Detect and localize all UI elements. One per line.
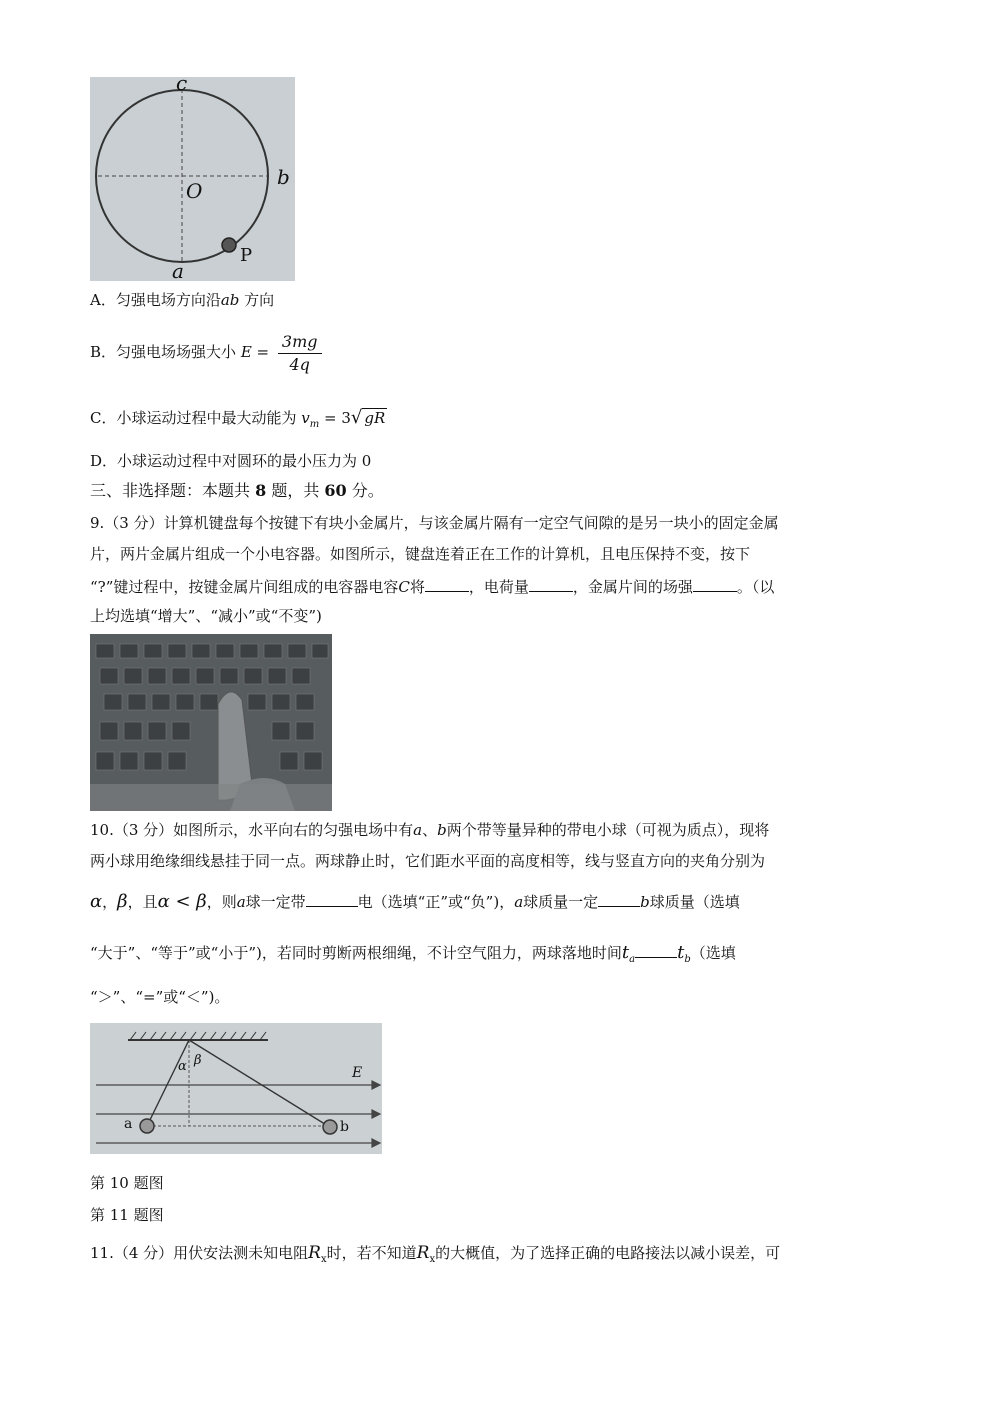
answer-blank[interactable] [425,576,469,592]
section-text-1: 三、非选择题：本题共 [90,481,256,500]
q9-line-2: 片，两片金属片组成一个小电容器。如图所示，键盘连着正在工作的计算机，且电压保持不变，按下 [90,545,751,563]
q9-line-4: 上均选填“增大”、“减小”或“不变”) [90,607,322,625]
q10-sep: 、 [422,821,438,839]
label-a: a [124,1116,133,1132]
option-b [90,328,322,376]
q10-alpha: α [90,891,103,912]
keyboard-photo [90,634,332,811]
q10-text-mass: 球质量一定 [523,893,599,911]
label-b: b [277,165,290,189]
q11-sub-x: x [429,1254,436,1265]
q10-line-2: 两小球用绝缘细线悬挂于同一点。两球静止时，它们距水平面的高度相等，线与竖直方向的夹角分别为 [90,852,766,870]
option-a-text: A．匀强电场方向沿 [90,291,221,309]
label-c: c [176,71,188,95]
option-c-eq: = 3 [324,409,351,427]
section-score: 60 [324,481,347,500]
q10-text-tail: 两个带等量异种的带电小球（可视为质点），现将 [446,821,770,839]
section-heading [90,481,384,501]
q10-text-choice: （选填 [690,944,736,962]
answer-blank[interactable] [635,942,677,958]
section-text-2: 题，共 [266,481,325,500]
q9-text-b: 将 [409,578,425,596]
q9-var-c: C [398,578,410,596]
option-c-radicand: gR [364,409,386,427]
option-b-var: E [240,343,252,361]
option-b-text: B．匀强电场场强大小 [90,343,237,361]
option-a-var: ab [220,291,240,309]
circle-figure [90,71,295,283]
q10-sub-a: a [629,954,636,965]
option-d: D．小球运动过程中对圆环的最小压力为 0 [90,452,372,470]
label-o: O [186,179,203,203]
label-e: E [352,1065,363,1081]
answer-blank[interactable] [693,576,737,592]
q10-sub-b: b [684,954,691,965]
q10-beta: β [117,891,128,912]
q10-condition: α < β [157,891,207,912]
option-c [90,408,387,435]
caption-fig-10: 第 10 题图 [90,1174,164,1192]
answer-blank[interactable] [598,891,640,907]
answer-blank[interactable] [529,576,573,592]
keyboard-photo-drawing [90,634,332,811]
q11-sub-x: x [320,1254,327,1265]
label-beta: β [194,1053,202,1068]
pendulum-figure [90,1023,382,1154]
ball-p [222,238,236,252]
option-a-tail: 方向 [244,291,275,309]
q10-var-b: b [640,893,650,911]
q10-text-1: 10.（3 分）如图所示，水平向右的匀强电场中有 [90,821,414,839]
q11-text-1: 11.（4 分）用伏安法测未知电阻 [90,1244,309,1262]
section-count: 8 [255,481,267,500]
q11-text-3: 的大概值，为了选择正确的电路接法以减小误差，可 [435,1244,781,1262]
q10-text-time: “大于”、“等于”或“小于”)，若同时剪断两根细绳，不计空气阻力，两球落地时间 [90,944,622,962]
q10-comma: ， [102,893,118,911]
q9-text-a: “?”键过程中，按键金属片间组成的电容器电容 [90,578,399,596]
q10-var-t: t [621,942,630,963]
q10-line-4 [90,942,736,970]
q10-line-1 [90,820,769,840]
option-c-var: v [301,409,310,427]
caption-fig-11: 第 11 题图 [90,1206,164,1224]
option-a [90,290,274,310]
q10-text-mass-choice: 球质量（选填 [649,893,740,911]
q11-var-r: R [416,1243,430,1263]
pendulum-diagram [90,1023,382,1154]
q9-text-d: ，金属片间的场强 [572,578,693,596]
q10-var-a: a [236,893,246,911]
option-b-fraction [278,331,322,376]
q11-text-2: 时，若不知道 [326,1244,417,1262]
label-a: a [172,259,184,283]
q10-var-b: b [437,821,447,839]
ball-b [323,1120,337,1134]
q9-text-e: 。（以 [736,578,775,596]
q11-var-r: R [308,1243,321,1263]
q9-text-c: ，电荷量 [468,578,529,596]
label-b: b [340,1119,349,1135]
q10-text-charge: 球一定带 [245,893,306,911]
q10-var-t: t [677,942,685,963]
label-alpha: α [178,1059,187,1074]
q10-line-3 [90,891,740,912]
fraction-numerator: 3mg [278,331,322,354]
q10-text-and: ，且 [127,893,158,911]
label-p: P [240,245,253,266]
fraction-denominator: 4q [289,354,310,374]
option-c-sub: m [309,419,320,430]
q9-line-3 [90,576,774,597]
section-text-3: 分。 [346,481,384,500]
q9-line-1: 9.（3 分）计算机键盘每个按键下有块小金属片，与该金属片隔有一定空气间隙的是另一块小的固定金属 [90,514,779,532]
q10-text-then: ，则 [206,893,237,911]
q10-line-5: “＞”、“=”或“＜”)。 [90,988,230,1006]
q10-var-a: a [413,821,423,839]
option-c-text: C．小球运动过程中最大动能为 [90,409,297,427]
answer-blank[interactable] [306,891,358,907]
ball-a [140,1119,154,1133]
q11-line-1 [90,1243,780,1270]
q10-var-a: a [514,893,524,911]
option-b-eq: = [256,343,270,361]
sqrt-sign: √ [350,407,363,428]
q10-text-sign-choice: 电（选填“正”或“负”)， [357,893,515,911]
